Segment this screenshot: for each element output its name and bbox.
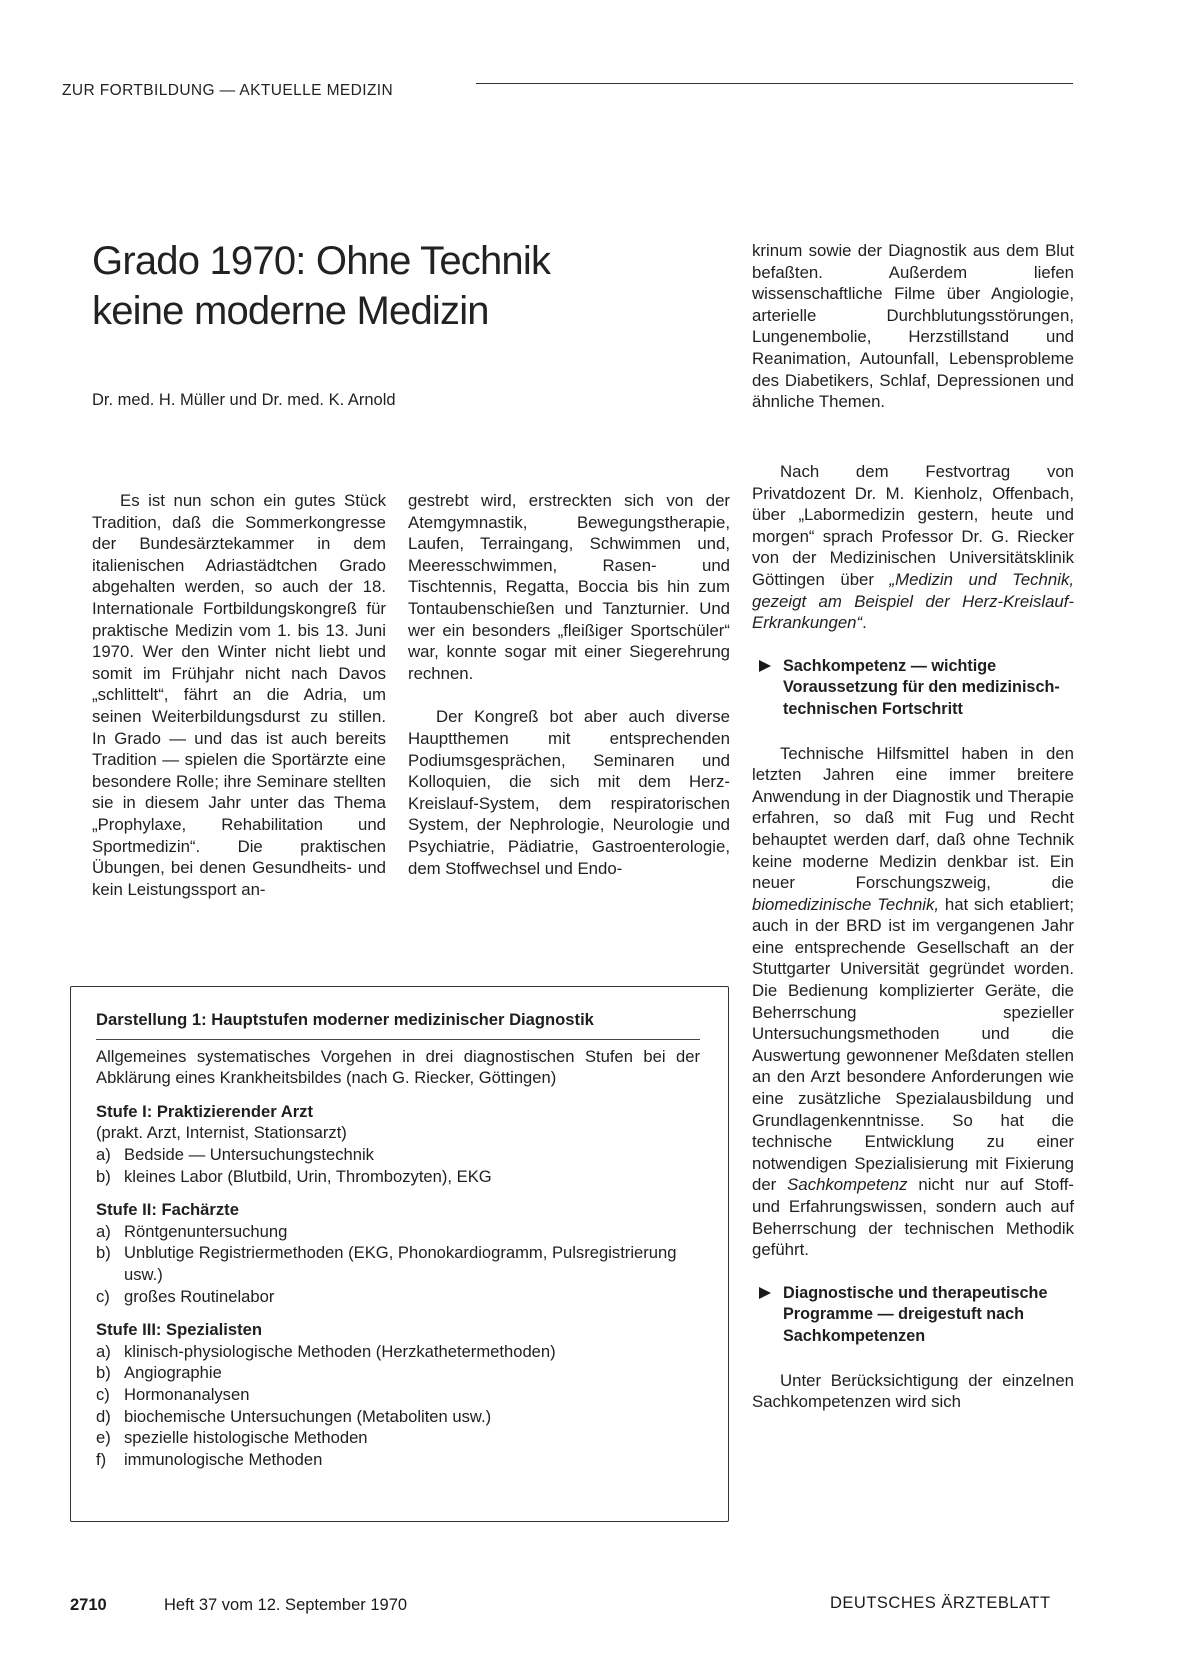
issue-info: Heft 37 vom 12. September 1970: [164, 1596, 408, 1614]
col3-p1-italic: „Medizin und Technik, gezeigt am Beispiel der Herz-Kreislauf-Erkrankungen“: [752, 569, 1074, 633]
list-item: [96, 1427, 700, 1449]
section-label: ZUR FORTBILDUNG — AKTUELLE MEDIZIN: [62, 82, 394, 99]
subheading-sachkompetenz: [752, 656, 1074, 721]
list-item: [96, 1362, 700, 1384]
list-item: [96, 1144, 700, 1166]
item-text: kleines Labor (Blutbild, Urin, Thrombozyten), EKG: [124, 1166, 492, 1186]
box-content: [96, 1009, 700, 1470]
item-letter: b): [96, 1166, 111, 1186]
column-3-top: [752, 240, 1074, 413]
list-item: [96, 1449, 700, 1471]
item-text: biochemische Untersuchungen (Metaboliten usw.): [124, 1406, 492, 1426]
item-text: klinisch-physiologische Methoden (Herzkathetermethoden): [124, 1341, 556, 1361]
stage-3-list: [96, 1341, 700, 1471]
col3-p1-text: Nach dem Festvortrag von Privatdozent Dr. M. Kienholz, Offenbach, über „Labormedizin gestern, heute und morgen“ sprach Professor Dr. G. Riecker von der Medizinischen Universitätsklinik Göttingen über: [752, 462, 1074, 589]
col3-p2-italic-2: Sachkompetenz: [787, 1175, 908, 1195]
item-text: Unblutige Registriermethoden (EKG, Phonokardiogramm, Pulsregistrierung usw.): [124, 1243, 677, 1284]
item-text: Hormonanalysen: [124, 1384, 250, 1404]
list-item: [96, 1286, 700, 1308]
col2-paragraph-1: gestrebt wird, erstreckten sich von der Atemgymnastik, Bewegungstherapie, Laufen, Terraingang, Schwimmen und, Meeresschwimmen, Rasen- und Tischtennis, Regatta, Boccia bis hin zum Tontaubenschießen und Tanzturnier. Und wer ein besonders „fleißiger Sportschüler“ war, konnte sogar mit einer Siegerehrung rechnen.: [408, 491, 730, 683]
item-letter: b): [96, 1243, 111, 1263]
header-rule: [476, 83, 1073, 84]
col1-paragraph-1: Es ist nun schon ein gutes Stück Tradition, daß die Sommerkongresse der Bundesärztekammer in dem italienischen Adriastädtchen Grado abgehalten werden, so auch der 18. Internationale Fortbildungskongreß für praktische Medizin vom 1. bis 13. Juni 1970. Wer den Winter nicht liebt und somit im Frühjahr nicht nach Davos „schlittelt“, fährt an die Adria, um seinen Weiterbildungsdurst zu stillen. In Grado — und das ist auch bereits Tradition — spielen die Sportärzte eine besondere Rolle; ihre Seminare stellten sie in diesem Jahr unter das Thema „Prophylaxe, Rehabilitation und Sportmedizin“. Die praktischen Übungen, bei denen Gesundheits- und kein Leistungssport an-: [92, 491, 386, 899]
column-2: [408, 490, 730, 879]
article-title: [92, 236, 550, 336]
journal-name: DEUTSCHES ÄRZTEBLATT: [830, 1594, 1051, 1612]
col3-p1-end: .: [862, 613, 867, 633]
item-text: großes Routinelabor: [124, 1286, 275, 1306]
article-authors: Dr. med. H. Müller und Dr. med. K. Arnold: [92, 391, 396, 409]
column-3: [752, 461, 1074, 1413]
list-item: [96, 1221, 700, 1243]
item-text: Bedside — Untersuchungstechnik: [124, 1144, 374, 1164]
page-number: 2710: [70, 1596, 107, 1614]
list-item: [96, 1242, 700, 1285]
stage-1-subtitle: (prakt. Arzt, Internist, Stationsarzt): [96, 1123, 347, 1143]
col3-p2-text-a: Technische Hilfsmittel haben in den letzten Jahren eine immer breitere Anwendung in der Diagnostik und Therapie erfahren, so daß mit Fug und Recht behauptet werden darf, daß ohne Technik keine moderne Medizin denkbar ist. Ein neuer Forschungszweig, die: [752, 743, 1074, 893]
item-letter: c): [96, 1286, 110, 1306]
item-text: Röntgenuntersuchung: [124, 1221, 288, 1241]
title-line-2: keine moderne Medizin: [92, 289, 489, 333]
item-letter: b): [96, 1363, 111, 1383]
subheading-1-text: Sachkompetenz — wichtige Voraussetzung für den medizinisch-technischen Fortschritt: [783, 656, 1060, 718]
col3-paragraph-1: [752, 461, 1074, 634]
list-item: [96, 1166, 700, 1188]
subheading-programme: [752, 1283, 1074, 1348]
list-item: [96, 1384, 700, 1406]
diagnostic-stages-box: [70, 986, 729, 1522]
title-line-1: Grado 1970: Ohne Technik: [92, 239, 551, 283]
item-text: immunologische Methoden: [124, 1449, 323, 1469]
item-letter: f): [96, 1449, 107, 1469]
item-letter: a): [96, 1221, 111, 1241]
stage-3-heading: Stufe III: Spezialisten: [96, 1320, 262, 1340]
list-item: [96, 1341, 700, 1363]
item-letter: a): [96, 1144, 111, 1164]
item-letter: d): [96, 1406, 111, 1426]
box-title: Darstellung 1: Hauptstufen moderner medizinischer Diagnostik: [96, 1009, 700, 1040]
stage-1-heading: Stufe I: Praktizierender Arzt: [96, 1101, 313, 1121]
box-intro: Allgemeines systematisches Vorgehen in drei diagnostischen Stufen bei der Abklärung eines Krankheitsbildes (nach G. Riecker, Göttingen): [96, 1046, 700, 1088]
item-text: spezielle histologische Methoden: [124, 1428, 368, 1448]
col3-paragraph-3: Unter Berücksichtigung der einzelnen Sachkompetenzen wird sich: [752, 1370, 1074, 1412]
stage-2-heading: Stufe II: Fachärzte: [96, 1200, 239, 1220]
item-letter: e): [96, 1428, 111, 1448]
subheading-2-text: Diagnostische und therapeutische Programme — dreigestuft nach Sachkompetenzen: [783, 1283, 1048, 1345]
stage-2-list: [96, 1221, 700, 1307]
col3-paragraph-0: krinum sowie der Diagnostik aus dem Blut befaßten. Außerdem liefen wissenschaftliche Filme über Angiologie, arterielle Durchblutungsstörungen, Lungenembolie, Herzstillstand und Reanimation, Autounfall, Lebensprobleme des Diabetikers, Schlaf, Depressionen und ähnliche Themen.: [752, 241, 1074, 412]
col3-paragraph-2: [752, 743, 1074, 1261]
triangle-bullet-icon: [759, 1287, 771, 1299]
col3-p2-italic: biomedizinische Technik,: [752, 894, 940, 914]
column-1: [92, 490, 386, 900]
stage-1-list: [96, 1144, 700, 1187]
col3-p2-text-c: nicht nur auf Stoff- und Erfahrungswissen, sondern auch auf Beherrschung der technischen Methodik geführt.: [752, 1175, 1074, 1260]
item-letter: a): [96, 1341, 111, 1361]
col2-paragraph-2: Der Kongreß bot aber auch diverse Hauptthemen mit entsprechenden Podiumsgesprächen, Seminaren und Kolloquien, die sich mit dem Herz-Kreislauf-System, dem respiratorischen System, der Nephrologie, Neurologie und Psychiatrie, Pädiatrie, Gastroenterologie, dem Stoffwechsel und Endo-: [408, 707, 730, 878]
col3-p2-text-b: hat sich etabliert; auch in der BRD ist im vergangenen Jahr eine entsprechende Gesellschaft an der Stuttgarter Universität gegründet worden. Die Bedienung komplizierter Geräte, die Beherrschung spezieller Untersuchungsmethoden und die Auswertung gewonnener Meßdaten stellen an den Arzt besondere Anforderungen wie eine zusätzliche Spezialausbildung und Grundlagenkenntnisse. So hat die technische Entwicklung zu einer notwendigen Spezialisierung mit Fixierung der: [752, 894, 1074, 1195]
item-text: Angiographie: [124, 1363, 222, 1383]
item-letter: c): [96, 1384, 110, 1404]
triangle-bullet-icon: [759, 660, 771, 672]
list-item: [96, 1406, 700, 1428]
